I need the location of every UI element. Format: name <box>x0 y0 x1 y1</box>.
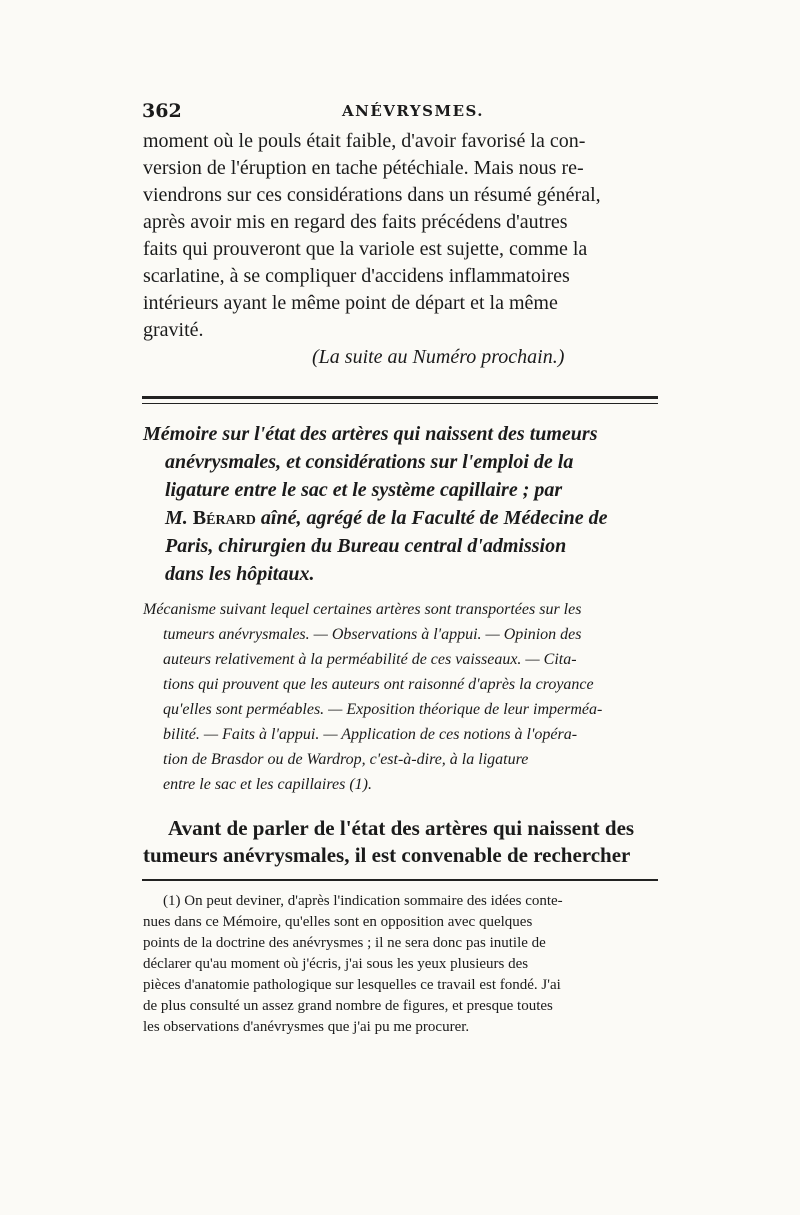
author-name: Bérard <box>192 507 256 529</box>
text-line: après avoir mis en regard des faits précédens d'autres <box>143 211 568 233</box>
title-line-author <box>165 507 608 530</box>
title-line: ligature entre le sac et le système capillaire ; par <box>165 479 563 501</box>
summary-line: tumeurs anévrysmales. — Observations à l'appui. — Opinion des <box>163 626 582 643</box>
summary-line: auteurs relativement à la perméabilité de ces vaisseaux. — Cita- <box>163 651 577 668</box>
summary-line: tion de Brasdor ou de Wardrop, c'est-à-dire, à la ligature <box>163 751 529 768</box>
text-line: viendrons sur ces considérations dans un résumé général, <box>143 184 601 206</box>
section-rule-thin <box>142 403 658 404</box>
text-line: Avant de parler de l'état des artères qui naissent des <box>168 816 635 840</box>
summary-line: entre le sac et les capillaires (1). <box>163 776 372 793</box>
footnote-line: déclarer qu'au moment où j'écris, j'ai sous les yeux plusieurs des <box>143 956 529 972</box>
footnote-rule <box>142 879 658 881</box>
footnote-line: (1) On peut deviner, d'après l'indication sommaire des idées conte- <box>163 893 563 909</box>
page-number: 362 <box>142 100 182 122</box>
footnote-line: de plus consulté un assez grand nombre de figures, et presque toutes <box>143 998 553 1014</box>
footnote-line: pièces d'anatomie pathologique sur lesquelles ce travail est fondé. J'ai <box>143 977 561 993</box>
title-line: anévrysmales, et considérations sur l'emploi de la <box>165 451 574 473</box>
footnote-line: points de la doctrine des anévrysmes ; il ne sera donc pas inutile de <box>143 935 546 951</box>
text-line: gravité. <box>143 319 204 341</box>
text-line: scarlatine, à se compliquer d'accidens inflammatoires <box>143 265 570 287</box>
text-line: moment où le pouls était faible, d'avoir favorisé la con- <box>143 130 586 152</box>
text-line: faits qui prouveront que la variole est sujette, comme la <box>143 238 588 260</box>
title-line: dans les hôpitaux. <box>165 563 315 585</box>
text-line: version de l'éruption en tache pétéchiale. Mais nous re- <box>143 157 584 179</box>
footnote-line: nues dans ce Mémoire, qu'elles sont en opposition avec quelques <box>143 914 533 930</box>
running-head <box>142 96 658 130</box>
text-line: intérieurs ayant le même point de départ et la même <box>143 292 558 314</box>
to-be-continued: (La suite au Numéro prochain.) <box>312 346 565 368</box>
summary-line: bilité. — Faits à l'appui. — Application de ces notions à l'opéra- <box>163 726 578 743</box>
author-prefix: M. <box>165 507 188 529</box>
running-title: ANÉVRYSMES. <box>342 102 485 120</box>
author-credentials: aîné, agrégé de la Faculté de Médecine de <box>260 507 608 529</box>
footnote-line: les observations d'anévrysmes que j'ai pu me procurer. <box>143 1019 470 1035</box>
title-line: Paris, chirurgien du Bureau central d'admission <box>165 535 567 557</box>
summary-line: qu'elles sont perméables. — Exposition théorique de leur imperméa- <box>163 701 603 718</box>
text-line: tumeurs anévrysmales, il est convenable de rechercher <box>143 843 631 867</box>
section-rule-thick <box>142 396 658 399</box>
summary-line: tions qui prouvent que les auteurs ont raisonné d'après la croyance <box>163 676 594 693</box>
summary-line: Mécanisme suivant lequel certaines artères sont transportées sur les <box>143 601 582 618</box>
title-line: Mémoire sur l'état des artères qui naissent des tumeurs <box>143 423 598 445</box>
